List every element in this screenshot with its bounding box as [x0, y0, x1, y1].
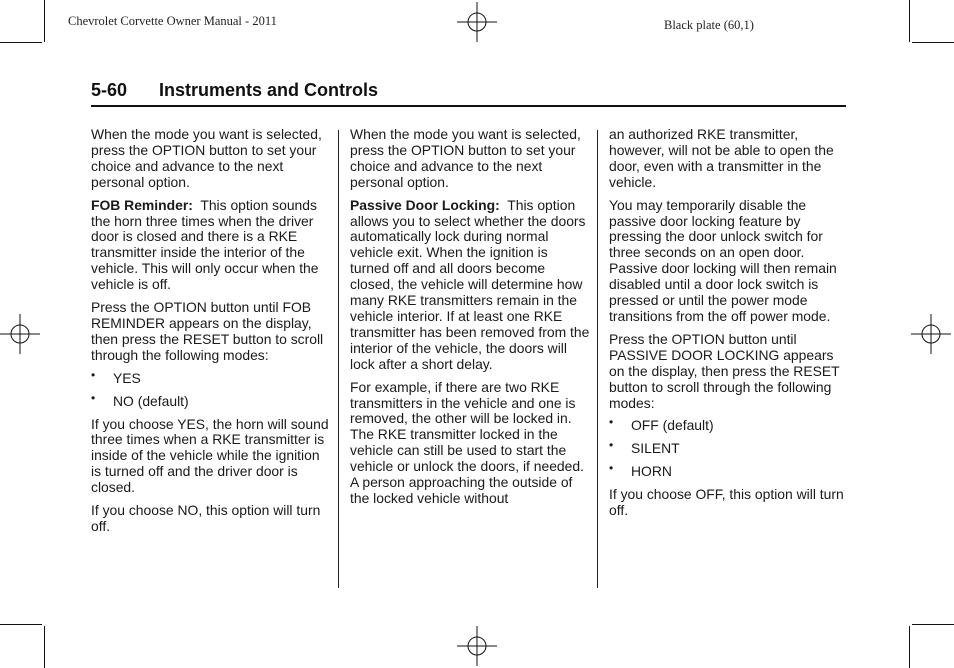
column-divider-2 [597, 130, 598, 588]
registration-mark-right-icon [911, 314, 951, 354]
paragraph: For example, if there are two RKE transmitters in the vehicle and one is removed, the other will be locked in. The RKE transmitter locked in the vehicle can still be used to start the vehicle or unlock the doors, if needed. A person approaching the outside of the locked vehicle without [350, 378, 584, 506]
paragraph: When the mode you want is selected, press the OPTION button to set your choice and advance to the next personal option. [350, 126, 581, 190]
paragraph: You may temporarily disable the passive door locking feature by pressing the door unlock switch for three seconds on an open door. Passive door locking will then remain disabled until a door lock switch is pressed or until the power mode transitions from the off power mode. [609, 196, 837, 324]
bullet-icon: • [91, 390, 96, 405]
paragraph: Press the OPTION button until PASSIVE DOOR LOCKING appears on the display, then press the RESET button to scroll through the following modes: [609, 330, 840, 411]
registration-mark-top-icon [457, 2, 497, 42]
crop-mark-bl-vertical [44, 626, 45, 668]
paragraph: Press the OPTION button until FOB REMINDER appears on the display, then press the RESET button to scroll through the following modes: [91, 299, 324, 363]
text-column-1 [91, 127, 331, 542]
list-item-label: HORN [631, 463, 672, 480]
bullet-icon: • [609, 415, 614, 430]
page-number: 5-60 [91, 80, 128, 100]
paragraph: If you choose YES, the horn will sound three times when a RKE transmitter is inside of the vehicle while the ignition is turned off and the driver door is closed. [91, 415, 329, 496]
paragraph: When the mode you want is selected, press the OPTION button to set your choice and advance to the next personal option. [91, 126, 322, 190]
list-item-label: OFF (default) [631, 417, 714, 434]
list-item-label: SILENT [631, 440, 680, 457]
list-item [91, 390, 331, 410]
list-item [609, 438, 849, 457]
crop-mark-tl-horizontal [0, 42, 42, 43]
running-header-manual: Chevrolet Corvette Owner Manual - 2011 [68, 14, 277, 28]
registration-mark-bottom-icon [457, 626, 497, 666]
passive-door-locking-text: This option allows you to select whether the doors automatically lock during normal vehicle exit. When the ignition is turned off and all doors become closed, the vehicle will determine how many RKE transmitters remain in the vehicle interior. If at least one RKE transmitter has been removed from the interior of the vehicle, the doors will lock after a short delay. [350, 196, 590, 372]
section-title-bar [91, 80, 846, 107]
fob-reminder-heading: FOB Reminder: [91, 196, 193, 213]
text-column-3 [609, 127, 849, 526]
paragraph: an authorized RKE transmitter, however, will not be able to open the door, even with a transmitter in the vehicle. [609, 126, 834, 190]
paragraph-passive-door-locking [350, 198, 590, 373]
paragraph: If you choose OFF, this option will turn off. [609, 486, 844, 519]
list-item-label: NO (default) [113, 392, 189, 409]
chapter-title: Instruments and Controls [159, 80, 379, 100]
column-divider-1 [338, 130, 339, 588]
list-item [91, 367, 331, 387]
crop-mark-br-horizontal [912, 624, 954, 625]
fob-reminder-text: This option sounds the horn three times when the driver door is closed and there is a RKE transmitter inside the interior of the vehicle. This will only occur when the vehicle is off. [91, 196, 319, 293]
bullet-icon: • [609, 461, 614, 476]
text-column-2 [350, 127, 590, 514]
crop-mark-tr-vertical [909, 0, 910, 42]
crop-mark-br-vertical [909, 626, 910, 668]
bullet-icon: • [91, 367, 96, 382]
paragraph-fob-reminder [91, 198, 331, 293]
crop-mark-bl-horizontal [0, 624, 42, 625]
crop-mark-tr-horizontal [912, 42, 954, 43]
bullet-icon: • [609, 438, 614, 453]
crop-mark-tl-vertical [44, 0, 45, 42]
list-item [609, 415, 849, 434]
registration-mark-left-icon [0, 314, 40, 354]
paragraph: If you choose NO, this option will turn off. [91, 502, 321, 534]
list-item [609, 461, 849, 480]
passive-door-locking-heading: Passive Door Locking: [350, 196, 500, 213]
list-item-label: YES [113, 369, 141, 386]
running-header-plate: Black plate (60,1) [664, 18, 754, 32]
